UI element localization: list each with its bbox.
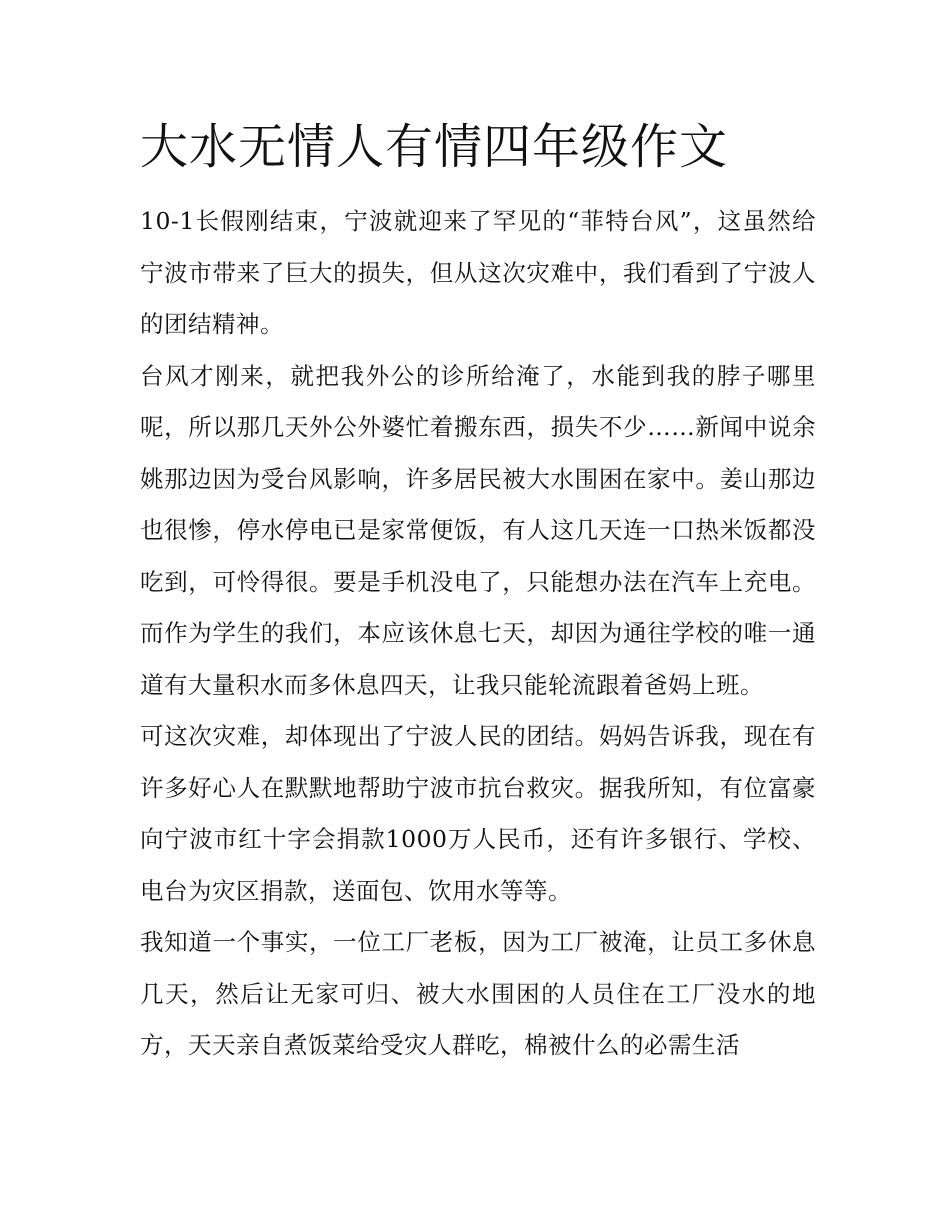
paragraph-2: 台风才刚来，就把我外公的诊所给淹了，水能到我的脖子哪里呢，所以那几天外公外婆忙着搬东西，损失不少……新闻中说余姚那边因为受台风影响，许多居民被大水围困在家中。姜山那边也很惨，停水停电已是家常便饭，有人这几天连一口热米饭都没吃到，可怜得很。要是手机没电了，只能想办法在汽车上充电。而作为学生的我们，本应该休息七天，却因为通往学校的唯一通道有大量积水而多休息四天，让我只能轮流跟着爸妈上班。 [140, 361, 816, 699]
paragraph-1: 10-1长假刚结束，宁波就迎来了罕见的“菲特台风”，这虽然给宁波市带来了巨大的损失，但从这次灾难中，我们看到了宁波人的团结精神。 [140, 207, 816, 338]
document-body [140, 196, 816, 1072]
paragraph-4: 我知道一个事实，一位工厂老板，因为工厂被淹，让员工多休息几天，然后让无家可归、被大水围困的人员住在工厂没水的地方，天天亲自煮饭菜给受灾人群吃，棉被什么的必需生活 [140, 928, 816, 1059]
paragraph-3: 可这次灾难，却体现出了宁波人民的团结。妈妈告诉我，现在有许多好心人在默默地帮助宁波市抗台救灾。据我所知，有位富豪向宁波市红十字会捐款1000万人民币，还有许多银行、学校、电台为灾区捐款，送面包、饮用水等等。 [140, 722, 816, 905]
document-title: 大水无情人有情四年级作文 [140, 119, 729, 175]
